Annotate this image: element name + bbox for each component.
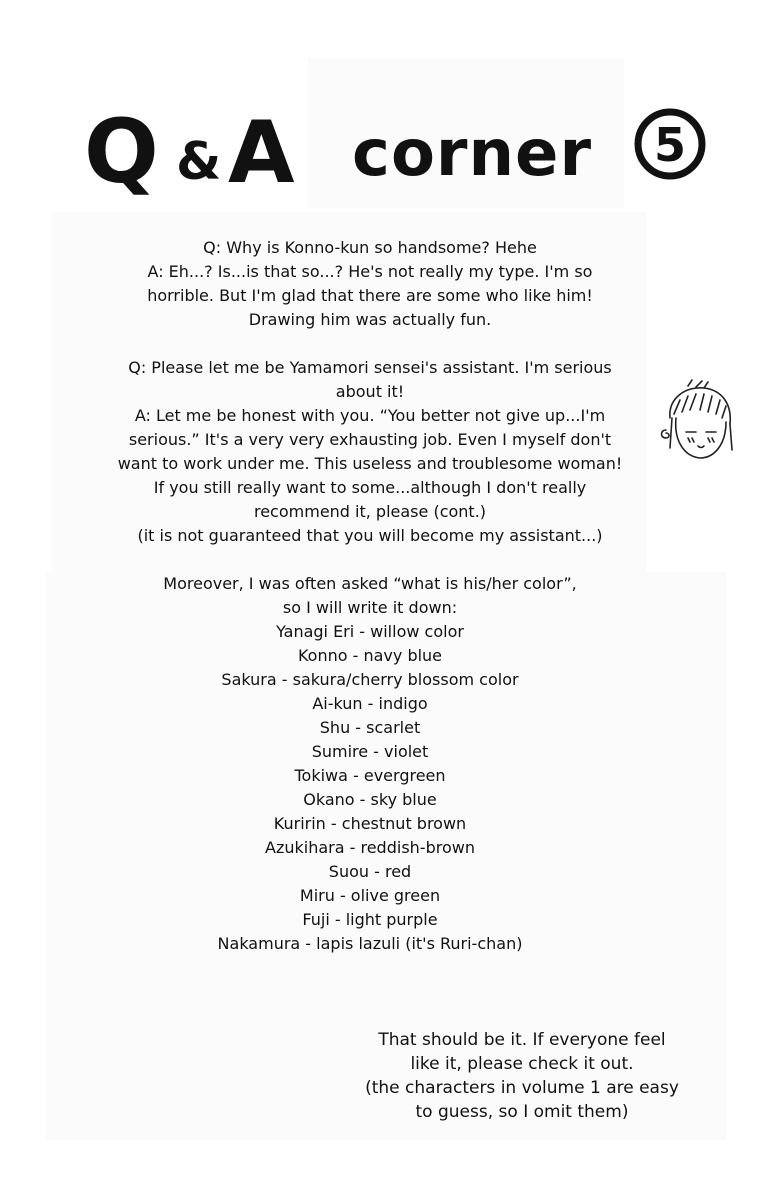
closing-line-4: to guess, so I omit them) — [415, 1102, 629, 1122]
list-item: Ai-kun - indigo — [312, 694, 428, 713]
answer-1-line-3: Drawing him was actually fun. — [248, 310, 492, 329]
list-item: Yanagi Eri - willow color — [276, 622, 464, 641]
title-ampersand: & — [176, 132, 222, 192]
answer-1-line-2: horrible. But I'm glad that there are some who like him! — [147, 286, 593, 305]
answer-2-line-3: want to work under me. This useless and troublesome woman! — [117, 454, 623, 473]
list-item: Miru - olive green — [299, 886, 441, 905]
circled-number-text: 5 — [653, 118, 687, 172]
title-q: Q — [84, 100, 161, 203]
circled-number — [632, 106, 708, 182]
list-item: Fuji - light purple — [302, 910, 438, 929]
question-1: Q: Why is Konno-kun so handsome? Hehe — [203, 238, 537, 257]
qa-corner-header — [0, 100, 760, 210]
title-a: A — [228, 103, 295, 203]
answer-2-line-4: If you still really want to some...although I don't really — [153, 478, 587, 497]
closing-line-2: like it, please check it out. — [410, 1054, 634, 1074]
answer-1-line-1: A: Eh...? Is...is that so...? He's not really my type. I'm so — [147, 262, 593, 281]
chibi-author-face-icon — [652, 378, 740, 470]
color-intro-line-1: Moreover, I was often asked “what is his/her color”, — [163, 574, 577, 593]
color-list-section — [60, 572, 680, 956]
question-2-line-2: about it! — [335, 382, 405, 401]
list-item: Tokiwa - evergreen — [294, 766, 446, 785]
list-item: Sumire - violet — [311, 742, 429, 761]
list-item: Konno - navy blue — [297, 646, 443, 665]
spacer — [80, 332, 660, 356]
answer-2-line-1: A: Let me be honest with you. “You better not give up...I'm — [134, 406, 606, 425]
list-item: Shu - scarlet — [319, 718, 421, 737]
question-2-line-1: Q: Please let me be Yamamori sensei's assistant. I'm serious — [128, 358, 612, 377]
list-item: Azukihara - reddish-brown — [265, 838, 475, 857]
list-item: Sakura - sakura/cherry blossom color — [221, 670, 519, 689]
closing-line-3: (the characters in volume 1 are easy — [365, 1078, 679, 1098]
list-item: Nakamura - lapis lazuli (it's Ruri-chan) — [217, 934, 523, 953]
list-item: Kuririn - chestnut brown — [273, 814, 467, 833]
title-corner: corner — [352, 117, 592, 191]
closing-line-1: That should be it. If everyone feel — [378, 1030, 666, 1050]
answer-2-line-5: recommend it, please (cont.) — [253, 502, 487, 521]
closing-note — [322, 1028, 722, 1124]
list-item: Okano - sky blue — [303, 790, 437, 809]
answer-2-line-6: (it is not guaranteed that you will become my assistant...) — [137, 526, 603, 545]
list-item: Suou - red — [328, 862, 412, 881]
qa-section — [80, 236, 660, 548]
color-intro-line-2: so I will write it down: — [282, 598, 458, 617]
answer-2-line-2: serious.” It's a very very exhausting job. Even I myself don't — [128, 430, 612, 449]
